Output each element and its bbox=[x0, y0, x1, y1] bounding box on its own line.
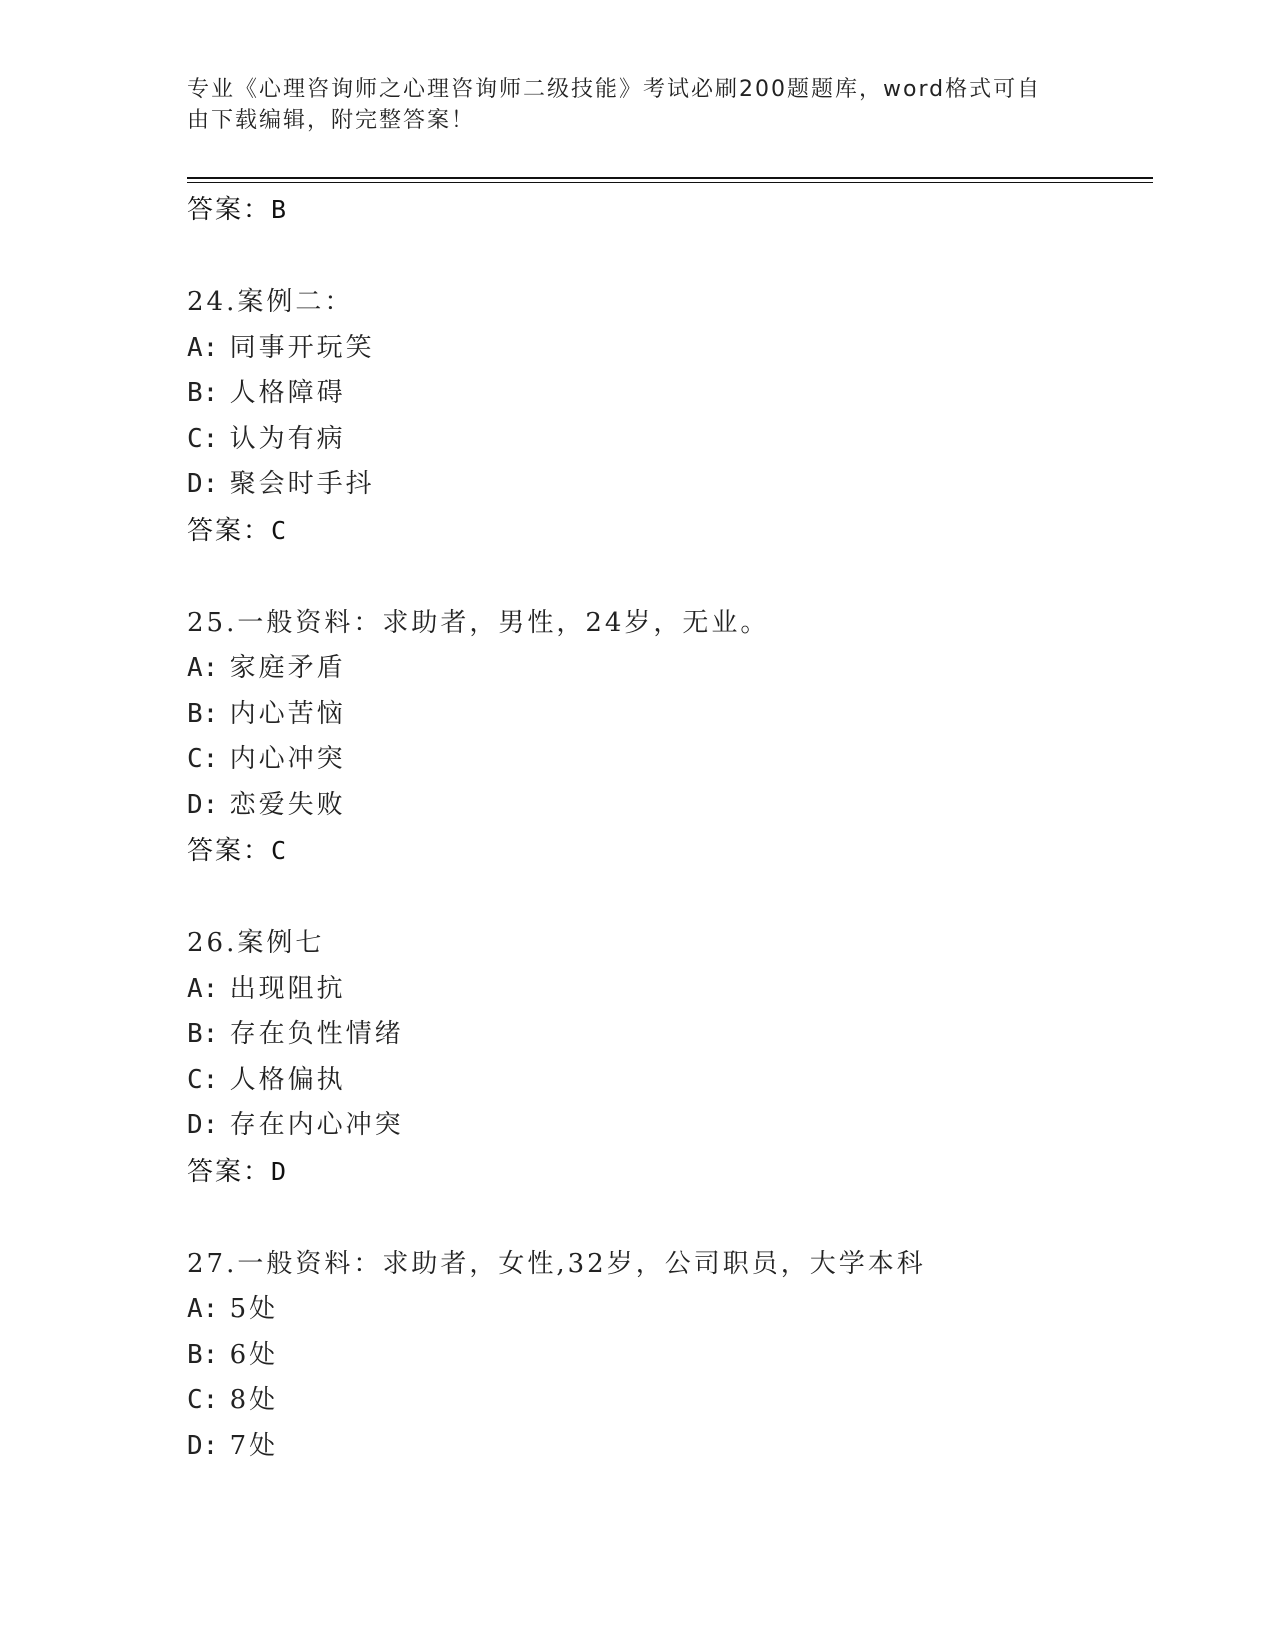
header-divider-thick bbox=[187, 177, 1153, 179]
option-d bbox=[187, 1103, 1153, 1149]
spacer bbox=[187, 554, 1153, 601]
option-text: 内心冲突 bbox=[229, 744, 346, 774]
answer-label: 答案： bbox=[187, 195, 272, 225]
option-text: 5处 bbox=[229, 1294, 279, 1324]
spacer bbox=[187, 874, 1153, 921]
answer-line bbox=[187, 508, 1153, 554]
option-key: A: bbox=[187, 1294, 219, 1324]
option-a bbox=[187, 646, 1153, 692]
option-text: 出现阻抗 bbox=[229, 973, 346, 1004]
answer-line bbox=[187, 1149, 1153, 1195]
option-d bbox=[187, 1424, 1153, 1470]
option-key: A: bbox=[187, 653, 219, 683]
option-key: A: bbox=[187, 332, 219, 363]
option-key: C: bbox=[187, 1064, 219, 1095]
option-text: 内心苦恼 bbox=[229, 698, 346, 729]
option-text: 6处 bbox=[229, 1339, 279, 1370]
option-key: D: bbox=[187, 789, 219, 820]
option-key: B: bbox=[187, 698, 219, 729]
option-key: B: bbox=[187, 1339, 219, 1370]
answer-line bbox=[187, 187, 1153, 233]
option-text: 人格偏执 bbox=[229, 1064, 346, 1095]
option-key: D: bbox=[187, 469, 219, 499]
option-text: 聚会时手抖 bbox=[229, 469, 375, 499]
option-key: C: bbox=[187, 423, 219, 454]
option-key: C: bbox=[187, 744, 219, 774]
option-a bbox=[187, 967, 1153, 1013]
answer-label: 答案： bbox=[187, 836, 272, 866]
spacer bbox=[187, 233, 1153, 280]
option-b bbox=[187, 692, 1153, 738]
option-c bbox=[187, 417, 1153, 463]
option-c bbox=[187, 1378, 1153, 1424]
option-text: 8处 bbox=[229, 1385, 279, 1415]
option-text: 存在负性情绪 bbox=[229, 1019, 404, 1049]
option-b bbox=[187, 1333, 1153, 1379]
option-key: D: bbox=[187, 1430, 219, 1461]
question-stem: 27.一般资料：求助者，女性,32岁，公司职员，大学本科 bbox=[187, 1248, 926, 1279]
header-line-1: 专业《心理咨询师之心理咨询师二级技能》考试必刷200题题库，word格式可自 bbox=[187, 77, 1042, 102]
option-c bbox=[187, 737, 1153, 783]
question-stem: 26.案例七 bbox=[187, 928, 325, 958]
answer-value: B bbox=[271, 195, 289, 224]
question-block bbox=[187, 1242, 1153, 1470]
option-key: B: bbox=[187, 378, 219, 408]
option-text: 家庭矛盾 bbox=[229, 653, 346, 683]
option-b bbox=[187, 1012, 1153, 1058]
option-c bbox=[187, 1058, 1153, 1104]
question-stem: 25.一般资料：求助者，男性，24岁，无业。 bbox=[187, 607, 770, 638]
option-key: D: bbox=[187, 1110, 219, 1140]
option-key: C: bbox=[187, 1385, 219, 1415]
option-b bbox=[187, 371, 1153, 417]
question-block bbox=[187, 601, 1153, 875]
option-key: B: bbox=[187, 1019, 219, 1049]
header-divider-thin bbox=[187, 182, 1153, 183]
answer-value: C bbox=[271, 515, 289, 545]
spacer bbox=[187, 1195, 1153, 1242]
answer-value: C bbox=[271, 836, 289, 865]
question-list bbox=[187, 187, 1153, 1469]
option-text: 7处 bbox=[229, 1430, 279, 1461]
option-text: 同事开玩笑 bbox=[229, 332, 375, 363]
option-d bbox=[187, 462, 1153, 508]
question-block bbox=[187, 921, 1153, 1195]
answer-label: 答案： bbox=[187, 1156, 272, 1187]
answer-line bbox=[187, 828, 1153, 874]
option-text: 存在内心冲突 bbox=[229, 1110, 404, 1140]
option-a bbox=[187, 326, 1153, 372]
document-header bbox=[187, 74, 1067, 136]
header-line-2: 由下载编辑，附完整答案！ bbox=[187, 108, 476, 133]
option-text: 认为有病 bbox=[229, 423, 346, 454]
option-text: 人格障碍 bbox=[229, 378, 346, 408]
answer-value: D bbox=[271, 1156, 289, 1186]
answer-label: 答案： bbox=[187, 515, 272, 546]
option-d bbox=[187, 783, 1153, 829]
option-a bbox=[187, 1287, 1153, 1333]
option-text: 恋爱失败 bbox=[229, 789, 346, 820]
question-block bbox=[187, 280, 1153, 554]
question-stem: 24.案例二： bbox=[187, 287, 354, 317]
option-key: A: bbox=[187, 973, 219, 1004]
